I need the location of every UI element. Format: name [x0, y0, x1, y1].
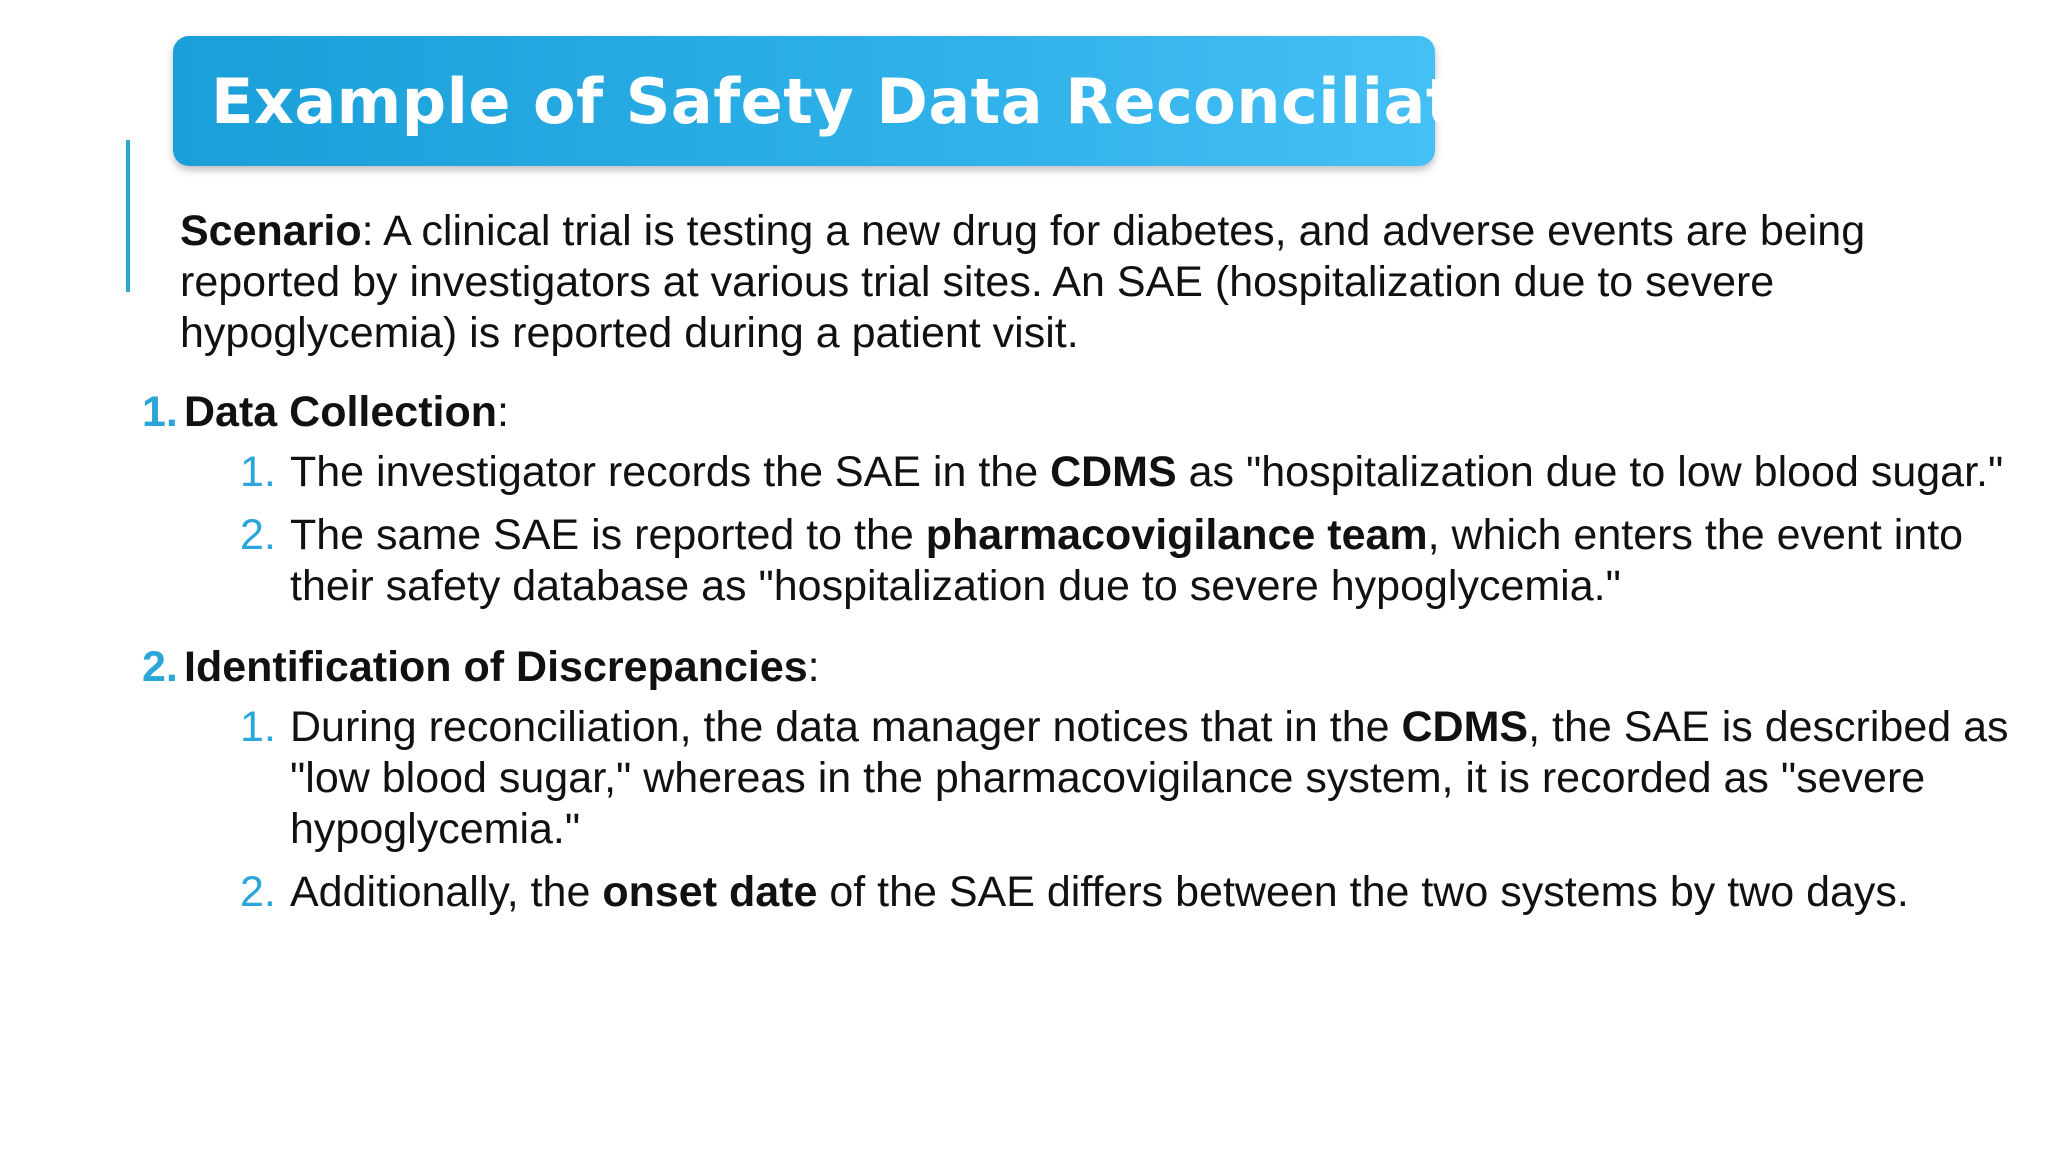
list-item: [180, 510, 2010, 612]
item-number: 1.: [240, 448, 276, 496]
item-text-post: of the SAE differs between the two systems by two days.: [817, 868, 1909, 916]
section-identification-of-discrepancies: [142, 642, 2010, 918]
section-label: Data Collection: [184, 388, 497, 436]
section-data-collection: [142, 387, 2010, 612]
item-text-bold: CDMS: [1050, 448, 1177, 496]
item-number: 2.: [240, 868, 276, 916]
slide-title: Example of Safety Data Reconciliation: [211, 64, 1566, 138]
scenario-paragraph: [180, 206, 2010, 359]
scenario-label: Scenario: [180, 207, 362, 255]
section-heading: [142, 387, 2010, 438]
item-text-bold: CDMS: [1401, 703, 1529, 751]
section-suffix: :: [807, 643, 820, 691]
list-item: [180, 447, 2010, 498]
item-text-post: , which enters the event into their safety database as "hospitalization due to severe hypoglycemia.": [290, 511, 1964, 610]
section-title: [184, 387, 509, 438]
section-number: 2.: [142, 643, 178, 691]
item-number: 2.: [240, 511, 276, 559]
section-heading: [142, 642, 2010, 693]
item-text-bold: pharmacovigilance team: [925, 511, 1428, 559]
item-text-pre: The same SAE is reported to the: [290, 511, 926, 559]
section-suffix: :: [497, 388, 509, 436]
item-number: 1.: [240, 703, 276, 751]
scenario-text: : A clinical trial is testing a new drug for diabetes, and adverse events are being reported by investigators at various trial sites. An SAE (hospitalization due to severe hypoglycemia) is reported during a patient visit.: [180, 207, 1866, 357]
item-text-pre: The investigator records the SAE in the: [290, 448, 1051, 496]
accent-bar: [126, 140, 130, 292]
title-banner: [173, 36, 1566, 166]
item-text-post: as "hospitalization due to low blood sugar.": [1176, 448, 2004, 496]
item-list: [180, 702, 2010, 918]
section-title: [184, 642, 820, 693]
item-text-pre: During reconciliation, the data manager notices that in the: [290, 703, 1402, 751]
slide-content: [142, 206, 2010, 930]
section-label: Identification of Discrepancies: [184, 643, 808, 691]
list-item: [180, 702, 2010, 855]
item-text-bold: onset date: [602, 868, 818, 916]
item-list: [180, 447, 2010, 612]
item-text-pre: Additionally, the: [290, 868, 603, 916]
item-text-post: , the SAE is described as "low blood sugar," whereas in the pharmacovigilance system, it is recorded as "severe hypoglycemia.": [290, 703, 2009, 853]
section-number: 1.: [142, 388, 178, 436]
list-item: [180, 867, 2010, 918]
